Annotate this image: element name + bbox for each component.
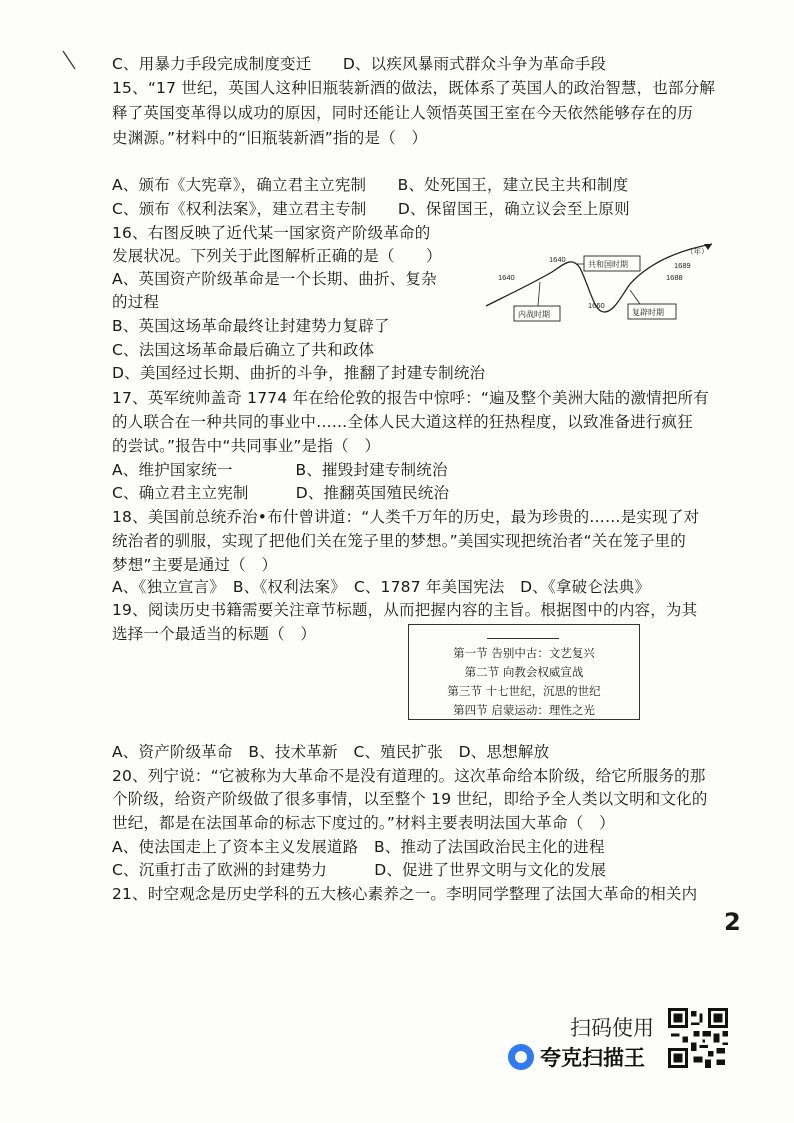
question-20-option-ab: A、使法国走上了资本主义发展道路 B、推动了法国政治民主化的进程 [112,838,605,856]
toc-section-3: 第三节 十七世纪，沉思的世纪 [447,684,601,698]
question-15-option-cd: C、颁布《权利法案》，建立君主专制 D、保留国王，确立议会至上原则 [112,200,630,218]
question-15-stem-2: 释了英国变革得以成功的原因，同时还能让人领悟英国王室在今天依然能够存在的历 [112,104,693,122]
question-18-options: A、《独立宣言》 B、《权利法案》 C、1787 年美国宪法 D、《拿破仑法典》 [112,578,651,596]
page-number: 2 [724,908,741,936]
chapter-title-blank [487,638,559,639]
pointer-civil-war [538,282,540,306]
question-17-option-cd: C、确立君主立宪制 D、推翻英国殖民统治 [112,484,450,502]
question-20-stem-3: 世纪，都是在法国革命的标志下度过的。”材料主要表明法国大革命（ ） [112,814,615,832]
question-16-option-b: B、英国这场革命最终让封建势力复辟了 [112,317,390,335]
scan-artifact-stroke [62,50,76,70]
question-16-stem-2: 发展状况。下列关于此图解析正确的是（ ） [112,247,442,265]
toc-section-2: 第二节 向教会权威宣战 [464,665,584,679]
question-15-stem-3: 史渊源。”材料中的“旧瓶装新酒”指的是（ ） [112,129,428,147]
quark-logo-icon [508,1044,534,1070]
revolution-timeline-figure [480,238,720,330]
question-21-stem-1: 21、时空观念是历史学科的五大核心素养之一。李明同学整理了法国大革命的相关内 [112,885,698,903]
pointer-restoration [630,290,640,304]
timeline-year-1688: 1688 [666,273,683,282]
question-20-stem-1: 20、列宁说：“它被称为大革命不是没有道理的。这次革命给本阶级，给它所服务的那 [112,767,706,785]
timeline-year-1640-start: 1640 [498,273,515,282]
question-18-stem-1: 18、美国前总统乔治•布什曾讲道：“人类千万年的历史，最为珍贵的……是实现了对 [112,508,700,526]
brand-name: 夸克扫描王 [540,1046,645,1070]
question-17-stem-2: 的人联合在一种共同的事业中……全体人民大道这样的狂热程度，以致准备进行疯狂 [112,413,693,431]
question-18-stem-2: 统治者的驯服，实现了把他们关在笼子里的梦想。”美国实现把统治者“关在笼子里的 [112,532,686,550]
label-republic: 共和国时期 [588,260,628,269]
question-16-option-c: C、法国这场革命最后确立了共和政体 [112,341,375,359]
question-20-option-cd: C、沉重打击了欧洲的封建势力 D、促进了世界文明与文化的发展 [112,861,607,879]
chapter-contents-box [408,624,640,720]
timeline-year-1640-peak: 1640 [549,255,566,264]
label-restoration: 复辟时期 [632,308,664,317]
question-20-stem-2: 个阶级，给资产阶级做了很多事情，以至整个 19 世纪，即给予全人类以文明和文化的 [112,790,708,808]
timeline-year-1660: 1660 [588,301,605,310]
question-17-option-ab: A、维护国家统一 B、摧毁封建专制统治 [112,461,448,479]
question-19-stem-1: 19、阅读历史书籍需要关注章节标题，从而把握内容的主旨。根据图中的内容，为其 [112,601,698,619]
question-19-options: A、资产阶级革命 B、技术革新 C、殖民扩张 D、思想解放 [112,743,550,761]
question-14-option-cd: C、用暴力手段完成制度变迁 D、以疾风暴雨式群众斗争为革命手段 [112,55,607,73]
timeline-unit-label: （年） [686,247,709,256]
label-civil-war: 内战时期 [518,310,550,319]
toc-section-4: 第四节 启蒙运动：理性之光 [453,703,595,717]
question-19-stem-2: 选择一个最适当的标题（ ） [112,625,317,643]
question-16-option-d: D、美国经过长期、曲折的斗争，推翻了封建专制统治 [112,364,486,382]
scan-to-use-label: 扫码使用 [570,1016,654,1040]
toc-section-1: 第一节 告别中古：文艺复兴 [453,646,595,660]
question-17-stem-1: 17、英军统帅盖奇 1774 年在给伦敦的报告中惊呼：“遍及整个美洲大陆的激情把所有 [112,389,709,407]
question-15-stem-1: 15、“17 世纪，英国人这种旧瓶装新酒的做法，既体系了英国人的政治智慧，也部分解 [112,79,716,97]
question-16-option-a-2: 的过程 [112,293,160,311]
question-15-option-ab: A、颁布《大宪章》，确立君主立宪制 B、处死国王，建立民主共和制度 [112,176,629,194]
scanner-brand [508,1042,645,1072]
question-17-stem-3: 的尝试。”报告中“共同事业”是指（ ） [112,437,381,455]
timeline-year-1689: 1689 [674,261,691,270]
question-16-stem-1: 16、右图反映了近代某一国家资产阶级革命的 [112,224,431,242]
question-18-stem-3: 梦想”主要是通过（ ） [112,556,278,574]
question-16-option-a-1: A、英国资产阶级革命是一个长期、曲折、复杂 [112,270,437,288]
qr-code-icon[interactable] [668,1008,728,1068]
